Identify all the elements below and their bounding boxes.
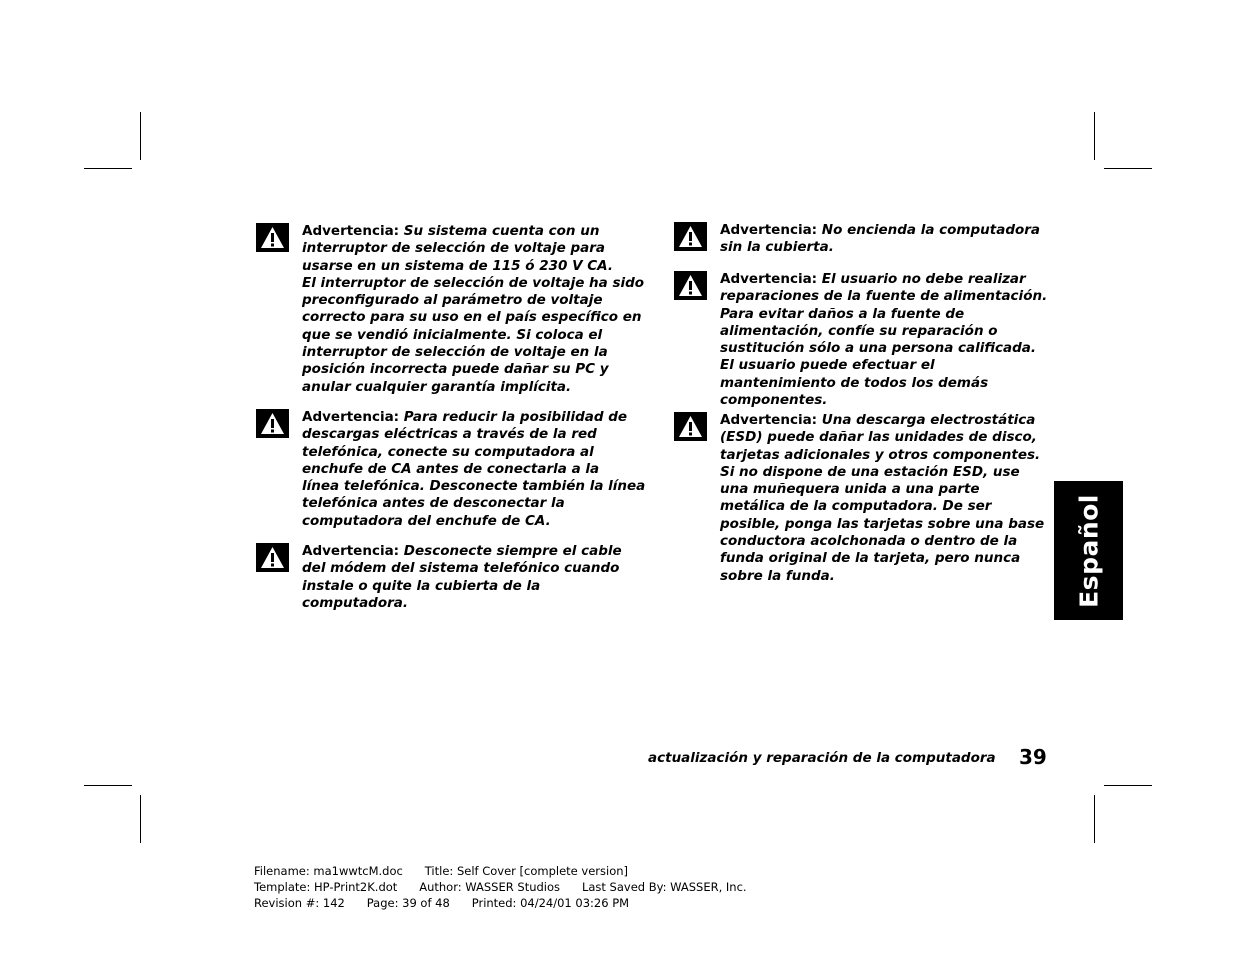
warning-line: alimentación, confíe su reparación o — [720, 322, 998, 339]
warning-text — [720, 271, 1047, 409]
warning-line: sustitución sólo a una persona calificada. — [720, 340, 1037, 357]
warning-icon — [674, 271, 707, 300]
language-tab — [1054, 481, 1123, 620]
warning-line: tarjetas adicionales y otros componentes. — [720, 446, 1041, 463]
warning-line: componentes. — [720, 392, 828, 409]
crop-mark — [1094, 112, 1095, 160]
crop-mark — [140, 112, 141, 160]
warning-icon — [256, 543, 289, 572]
file-meta-line: Revision #: 142 Page: 39 of 48 Printed: 04/24/01 03:26 PM — [254, 896, 630, 910]
warning-text — [302, 223, 644, 396]
warning-line: Si no dispone de una estación ESD, use — [720, 463, 1020, 480]
warning-icon — [674, 222, 707, 251]
page-number: 39 — [1019, 745, 1047, 769]
warning-line: Para evitar daños a la fuente de — [720, 305, 965, 322]
warning-line: usarse en un sistema de 115 ó 230 V CA. — [302, 257, 614, 274]
warning-line: una muñequera unida a una parte — [720, 481, 980, 498]
warning-line: posible, ponga las tarjetas sobre una base — [720, 515, 1045, 532]
crop-mark — [1104, 785, 1152, 786]
warning-line: anular cualquier garantía implícita. — [302, 378, 572, 395]
file-meta-line: Template: HP-Print2K.dot Author: WASSER Studios Last Saved By: WASSER, Inc. — [254, 880, 747, 894]
warning-line: computadora. — [302, 594, 409, 611]
crop-mark — [140, 795, 141, 843]
warning-label: Advertencia: — [302, 543, 400, 559]
warning-line: El interruptor de selección de voltaje ha sido — [302, 274, 645, 291]
crop-mark — [84, 785, 132, 786]
warning-label: Advertencia: — [302, 223, 400, 239]
warning-line: enchufe de CA antes de conectarla a la — [302, 460, 600, 477]
warning-line: El usuario no debe realizar — [821, 271, 1026, 287]
crop-mark — [1094, 795, 1095, 843]
warning-line: que se vendió inicialmente. Si coloca el — [302, 326, 603, 343]
warning-line: interruptor de selección de voltaje en la — [302, 344, 608, 361]
warning-line: computadora del enchufe de CA. — [302, 512, 551, 529]
warning-line: Para reducir la posibilidad de — [403, 409, 628, 425]
warning-line: telefónica, conecte su computadora al — [302, 443, 594, 460]
warning-line: sobre la funda. — [720, 567, 835, 584]
warning-line: sin la cubierta. — [720, 239, 834, 256]
warning-line: El usuario puede efectuar el — [720, 357, 935, 374]
warning-line: mantenimiento de todos los demás — [720, 374, 989, 391]
warning-telephone-network — [256, 409, 646, 535]
warning-esd — [674, 412, 1054, 588]
warning-label: Advertencia: — [302, 409, 400, 425]
warning-icon — [256, 409, 289, 438]
warning-line: Su sistema cuenta con un — [403, 223, 600, 239]
warning-icon — [256, 223, 289, 252]
warning-line: funda original de la tarjeta, pero nunca — [720, 550, 1021, 567]
warning-cover — [674, 222, 1054, 262]
language-tab-label: Español — [1074, 493, 1103, 608]
warning-text — [302, 409, 645, 530]
warning-voltage-switch — [256, 223, 646, 403]
warning-label: Advertencia: — [720, 271, 818, 287]
warning-text — [720, 412, 1044, 585]
warning-line: preconfigurado al parámetro de voltaje — [302, 292, 603, 309]
warning-line: del módem del sistema telefónico cuando — [302, 560, 620, 577]
warning-label: Advertencia: — [720, 412, 818, 428]
warning-line: reparaciones de la fuente de alimentación. — [720, 288, 1048, 305]
warning-line: telefónica antes de desconectar la — [302, 495, 565, 512]
warning-line: Desconecte siempre el cable — [403, 543, 622, 559]
warning-power-supply — [674, 271, 1054, 411]
warning-line: (ESD) puede dañar las unidades de disco, — [720, 429, 1037, 446]
crop-mark — [1104, 168, 1152, 169]
warning-line: posición incorrecta puede dañar su PC y — [302, 361, 609, 378]
warning-icon — [674, 412, 707, 441]
file-meta-line: Filename: ma1wwtcM.doc Title: Self Cover [complete version] — [254, 864, 629, 878]
warning-label: Advertencia: — [720, 222, 818, 238]
warning-line: metálica de la computadora. De ser — [720, 498, 992, 515]
warning-line: Una descarga electrostática — [821, 412, 1036, 428]
warning-line: correcto para su uso en el país específico en — [302, 309, 642, 326]
crop-mark — [84, 168, 132, 169]
warning-text — [302, 543, 622, 612]
warning-line: interruptor de selección de voltaje para — [302, 240, 606, 257]
warning-line: No encienda la computadora — [821, 222, 1041, 238]
running-footer: actualización y reparación de la computadora — [648, 750, 996, 766]
warning-line: conductora acolchonada o dentro de la — [720, 533, 1018, 550]
warning-line: línea telefónica. Desconecte también la línea — [302, 478, 646, 495]
warning-text — [720, 222, 1040, 257]
warning-modem-cable — [256, 543, 646, 618]
warning-line: descargas eléctricas a través de la red — [302, 426, 597, 443]
warning-line: instale o quite la cubierta de la — [302, 577, 541, 594]
